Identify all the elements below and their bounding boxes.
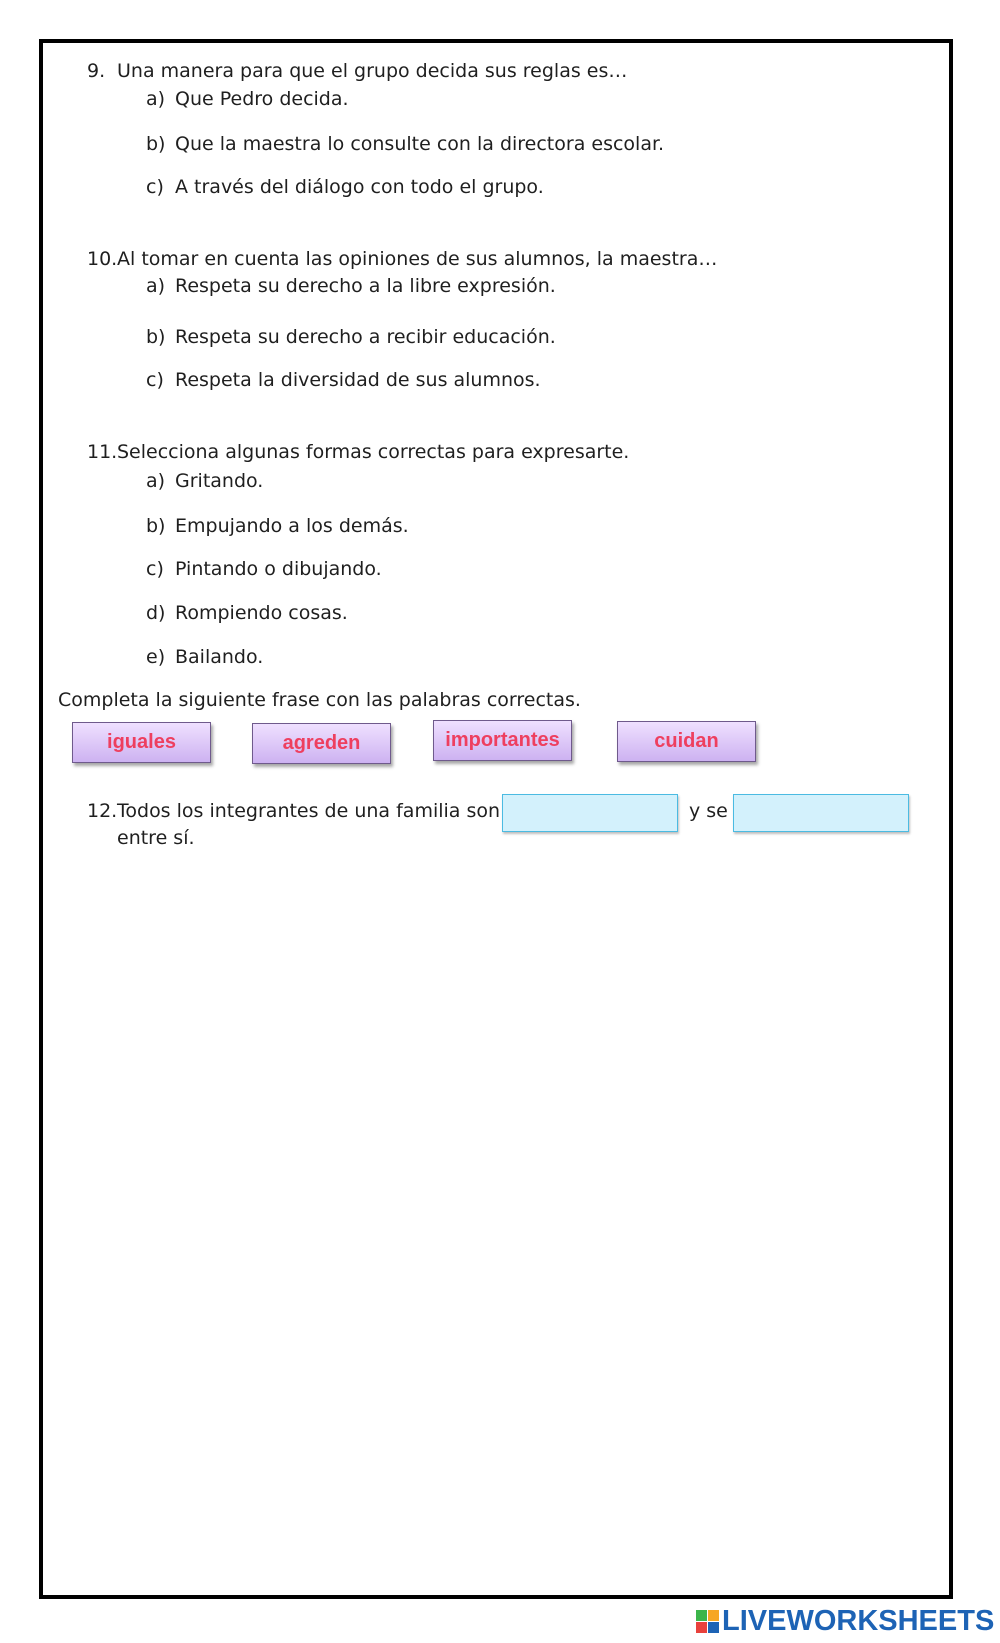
question-11-number: 11. [87, 441, 118, 463]
q11-option-b-letter: b) [146, 515, 166, 537]
liveworksheets-wordmark: LIVEWORKSHEETS [722, 1604, 995, 1637]
q11-option-e[interactable]: Bailando. [175, 646, 264, 668]
q11-option-e-letter: e) [146, 646, 166, 668]
q11-option-d[interactable]: Rompiendo cosas. [175, 602, 348, 624]
q11-option-a[interactable]: Gritando. [175, 470, 264, 492]
q9-option-c[interactable]: A través del diálogo con todo el grupo. [175, 176, 544, 198]
q9-option-a[interactable]: Que Pedro decida. [175, 88, 349, 110]
q11-option-c[interactable]: Pintando o dibujando. [175, 558, 382, 580]
q11-option-a-letter: a) [146, 470, 166, 492]
question-11-text: Selecciona algunas formas correctas para expresarte. [117, 441, 630, 463]
q9-option-a-letter: a) [146, 88, 166, 110]
q10-option-b-letter: b) [146, 326, 166, 348]
word-chip-cuidan[interactable]: cuidan [617, 721, 756, 762]
word-chip-agreden[interactable]: agreden [252, 723, 391, 764]
q12-answer-box-1[interactable] [502, 794, 678, 832]
q11-option-c-letter: c) [146, 558, 164, 580]
q11-option-b[interactable]: Empujando a los demás. [175, 515, 409, 537]
q9-option-c-letter: c) [146, 176, 164, 198]
q9-option-b[interactable]: Que la maestra lo consulte con la directora escolar. [175, 133, 665, 155]
liveworksheets-logo [696, 1605, 994, 1637]
q10-option-a[interactable]: Respeta su derecho a la libre expresión. [175, 275, 556, 297]
q11-option-d-letter: d) [146, 602, 166, 624]
q12-text-before: Todos los integrantes de una familia son [117, 800, 501, 822]
question-12-number: 12. [87, 800, 118, 822]
q10-option-a-letter: a) [146, 275, 166, 297]
q10-option-c-letter: c) [146, 369, 164, 391]
question-10-text: Al tomar en cuenta las opiniones de sus alumnos, la maestra… [117, 248, 718, 270]
q9-option-b-letter: b) [146, 133, 166, 155]
question-9-number: 9. [87, 60, 106, 82]
liveworksheets-grid-icon [696, 1610, 719, 1633]
q10-option-b[interactable]: Respeta su derecho a recibir educación. [175, 326, 556, 348]
q10-option-c[interactable]: Respeta la diversidad de sus alumnos. [175, 369, 541, 391]
instruction-text: Completa la siguiente frase con las palabras correctas. [58, 689, 581, 711]
word-chip-importantes[interactable]: importantes [433, 720, 572, 761]
word-chip-iguales[interactable]: iguales [72, 722, 211, 763]
q12-text-after: entre sí. [117, 827, 195, 849]
question-9-text: Una manera para que el grupo decida sus reglas es… [117, 60, 628, 82]
q12-answer-box-2[interactable] [733, 794, 909, 832]
question-10-number: 10. [87, 248, 118, 270]
q12-text-middle: y se [689, 800, 728, 822]
